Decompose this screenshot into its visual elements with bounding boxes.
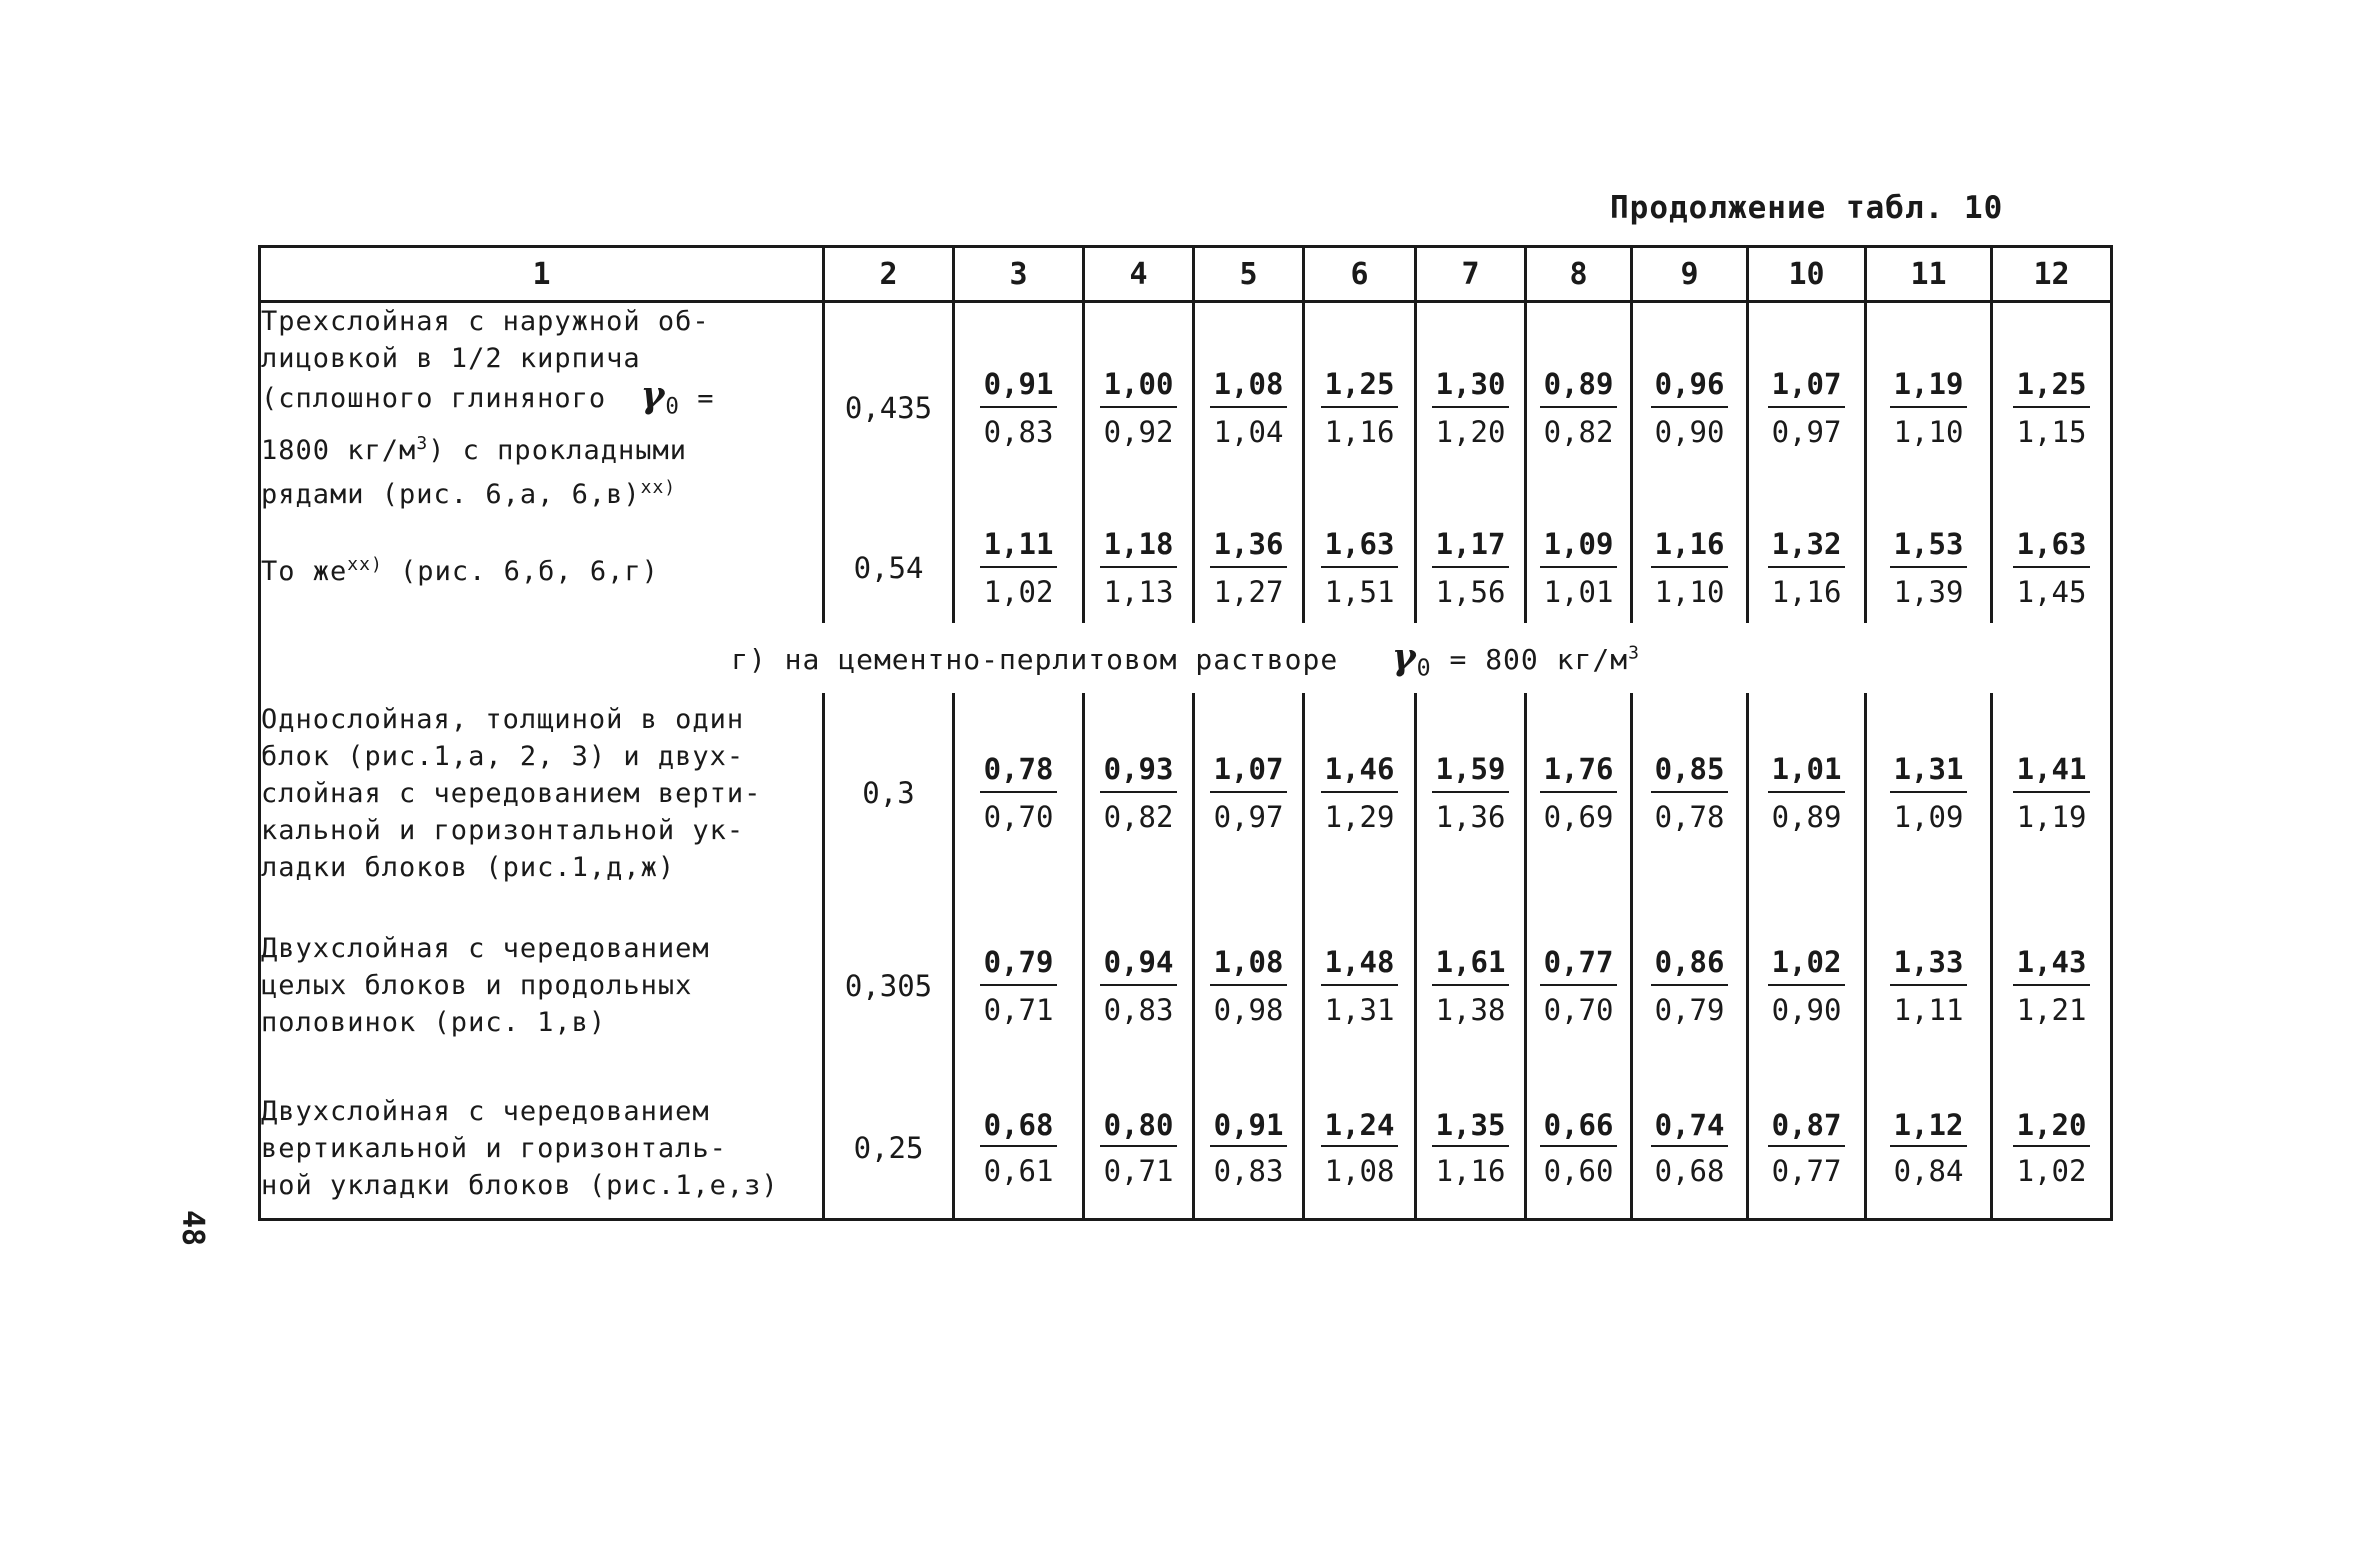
column-header: 6 [1304, 247, 1416, 302]
thickness-cell: 0,25 [824, 1078, 954, 1220]
value-cell: $\frac{1,20}{1,02}$ [1992, 1078, 2112, 1220]
row-description: Однослойная, толщиной в один блок (рис.1,а, 2, 3) и двух- слойная с чередованием верти- кальной и горизонтальной ук- ладки блоков (рис.1,д,ж) [260, 693, 824, 893]
column-header: 7 [1416, 247, 1526, 302]
value-cell: $\frac{1,59}{1,36}$ [1416, 693, 1526, 893]
gamma-symbol: γ [640, 374, 666, 416]
value-cell: $\frac{1,16}{1,10}$ [1632, 513, 1748, 623]
value-cell: $\frac{1,17}{1,56}$ [1416, 513, 1526, 623]
value-cell: $\frac{1,08}{0,98}$ [1194, 893, 1304, 1078]
value-cell: $\frac{0,91}{0,83}$ [1194, 1078, 1304, 1220]
column-header: 5 [1194, 247, 1304, 302]
value-cell: $\frac{0,89}{0,82}$ [1526, 302, 1632, 514]
value-cell: $\frac{1,63}{1,45}$ [1992, 513, 2112, 623]
row-description: Трехслойная с наружной об- лицовкой в 1/2 кирпича (сплошного глиняного $\gamma_0$ = 1800 $кг/м^3$) с прокладными рядами (рис. 6,а, 6,в)$^{хх)}$ [260, 302, 824, 514]
value-cell: $\frac{0,85}{0,78}$ [1632, 693, 1748, 893]
thickness-cell: 0,305 [824, 893, 954, 1078]
row-description: То $же^{хх)}$ (рис. 6,б, 6,г) [260, 513, 824, 623]
data-table [258, 245, 2113, 1221]
value-cell: $\frac{0,87}{0,77}$ [1748, 1078, 1866, 1220]
column-header: 12 [1992, 247, 2112, 302]
column-header: 4 [1084, 247, 1194, 302]
gamma-symbol: γ [1391, 635, 1417, 678]
value-cell: $\frac{1,33}{1,11}$ [1866, 893, 1992, 1078]
value-cell: $\frac{1,48}{1,31}$ [1304, 893, 1416, 1078]
page-number: 48 [175, 1210, 210, 1247]
value-cell: $\frac{1,19}{1,10}$ [1866, 302, 1992, 514]
value-cell: $\frac{1,63}{1,51}$ [1304, 513, 1416, 623]
table-row [260, 1078, 2112, 1220]
value-cell: $\frac{0,96}{0,90}$ [1632, 302, 1748, 514]
value-cell: $\frac{0,77}{0,70}$ [1526, 893, 1632, 1078]
value-cell: $\frac{1,46}{1,29}$ [1304, 693, 1416, 893]
value-cell: $\frac{1,41}{1,19}$ [1992, 693, 2112, 893]
value-cell: $\frac{1,01}{0,89}$ [1748, 693, 1866, 893]
value-cell: $\frac{0,74}{0,68}$ [1632, 1078, 1748, 1220]
value-cell: $\frac{1,09}{1,01}$ [1526, 513, 1632, 623]
value-cell: $\frac{0,78}{0,70}$ [954, 693, 1084, 893]
value-cell: $\frac{0,94}{0,83}$ [1084, 893, 1194, 1078]
thickness-cell: 0,3 [824, 693, 954, 893]
value-cell: $\frac{1,12}{0,84}$ [1866, 1078, 1992, 1220]
value-cell: $\frac{1,07}{0,97}$ [1748, 302, 1866, 514]
value-cell: $\frac{0,79}{0,71}$ [954, 893, 1084, 1078]
value-cell: $\frac{1,24}{1,08}$ [1304, 1078, 1416, 1220]
value-cell: $\frac{0,86}{0,79}$ [1632, 893, 1748, 1078]
value-cell: $\frac{1,61}{1,38}$ [1416, 893, 1526, 1078]
table-caption: Продолжение табл. 10 [1610, 190, 2004, 226]
row-description: Двухслойная с чередованием целых блоков и продольных половинок (рис. 1,в) [260, 893, 824, 1078]
column-header: 2 [824, 247, 954, 302]
value-cell: $\frac{1,76}{0,69}$ [1526, 693, 1632, 893]
value-cell: $\frac{1,53}{1,39}$ [1866, 513, 1992, 623]
value-cell: $\frac{0,80}{0,71}$ [1084, 1078, 1194, 1220]
table-row [260, 302, 2112, 514]
column-header: 8 [1526, 247, 1632, 302]
value-cell: $\frac{1,31}{1,09}$ [1866, 693, 1992, 893]
value-cell: $\frac{1,30}{1,20}$ [1416, 302, 1526, 514]
value-cell: $\frac{0,91}{0,83}$ [954, 302, 1084, 514]
header-row [260, 247, 2112, 302]
section-row [260, 623, 2112, 693]
value-cell: $\frac{1,36}{1,27}$ [1194, 513, 1304, 623]
value-cell: $\frac{1,35}{1,16}$ [1416, 1078, 1526, 1220]
value-cell: $\frac{1,02}{0,90}$ [1748, 893, 1866, 1078]
column-header: 3 [954, 247, 1084, 302]
table-row [260, 693, 2112, 893]
value-cell: $\frac{1,25}{1,16}$ [1304, 302, 1416, 514]
value-cell: $\frac{0,68}{0,61}$ [954, 1078, 1084, 1220]
column-header: 1 [260, 247, 824, 302]
column-header: 11 [1866, 247, 1992, 302]
value-cell: $\frac{1,25}{1,15}$ [1992, 302, 2112, 514]
value-cell: $\frac{1,11}{1,02}$ [954, 513, 1084, 623]
section-heading: г) на цементно-перлитовом растворе $\gamma_0 = 800$ $кг/м^3$ [260, 623, 2112, 693]
value-cell: $\frac{0,66}{0,60}$ [1526, 1078, 1632, 1220]
column-header: 9 [1632, 247, 1748, 302]
table-row [260, 893, 2112, 1078]
value-cell: $\frac{1,43}{1,21}$ [1992, 893, 2112, 1078]
table-row [260, 513, 2112, 623]
column-header: 10 [1748, 247, 1866, 302]
row-description: Двухслойная с чередованием вертикальной и горизонталь- ной укладки блоков (рис.1,е,з) [260, 1078, 824, 1220]
value-cell: $\frac{1,08}{1,04}$ [1194, 302, 1304, 514]
thickness-cell: 0,435 [824, 302, 954, 514]
thickness-cell: 0,54 [824, 513, 954, 623]
value-cell: $\frac{1,07}{0,97}$ [1194, 693, 1304, 893]
value-cell: $\frac{1,00}{0,92}$ [1084, 302, 1194, 514]
value-cell: $\frac{0,93}{0,82}$ [1084, 693, 1194, 893]
value-cell: $\frac{1,18}{1,13}$ [1084, 513, 1194, 623]
value-cell: $\frac{1,32}{1,16}$ [1748, 513, 1866, 623]
